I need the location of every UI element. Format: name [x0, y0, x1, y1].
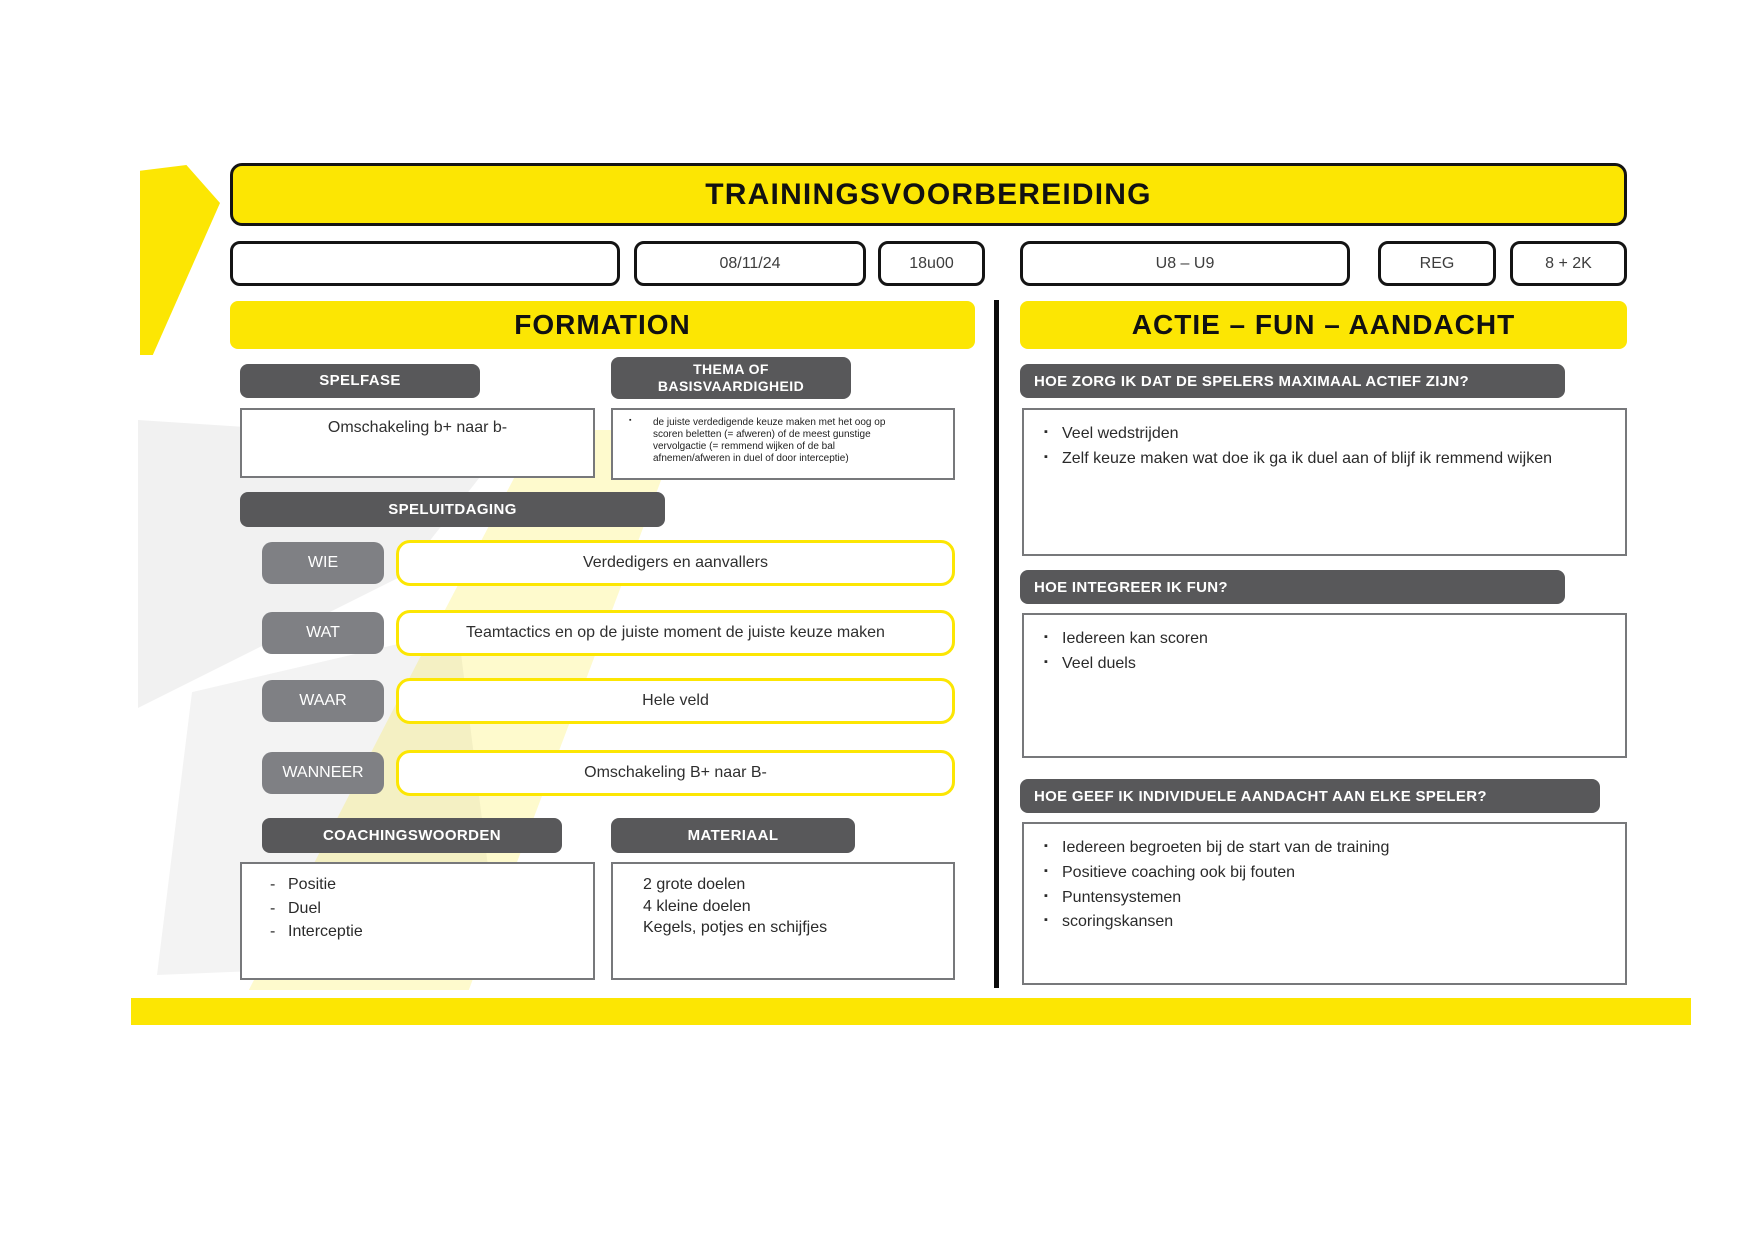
category-value: REG: [1419, 254, 1455, 272]
age-group-value: U8 – U9: [1155, 254, 1215, 272]
answer-bullet: ▪ Veel duels: [1036, 654, 1607, 675]
page-title: TRAININGSVOORBEREIDING: [705, 177, 1152, 211]
date-value: 08/11/24: [719, 254, 781, 272]
row-value-wat: Teamtactics en op de juiste moment de juiste keuze maken: [396, 610, 955, 656]
coaching-word: - Interceptie: [264, 921, 583, 943]
answer-bullet: ▪ Positieve coaching ook bij fouten: [1036, 863, 1607, 884]
answer-bullet: ▪ Iedereen kan scoren: [1036, 629, 1607, 650]
row-label-wie: WIE: [262, 542, 384, 584]
format-value: 8 + 2K: [1545, 254, 1592, 272]
spelfase-header: SPELFASE: [240, 364, 480, 398]
format-field: [1510, 241, 1627, 286]
coaching-word: - Duel: [264, 898, 583, 920]
age-group-field: [1020, 241, 1350, 286]
materiaal-line: 2 grote doelen: [643, 876, 746, 893]
answer-bullet: ▪ Puntensystemen: [1036, 888, 1607, 909]
answer-bullet: ▪ Iedereen begroeten bij de start van de training: [1036, 838, 1607, 859]
column-divider: [994, 300, 999, 988]
date-field: [634, 241, 866, 286]
speluitdaging-header: SPELUITDAGING: [240, 492, 665, 527]
row-label-wanneer: WANNEER: [262, 752, 384, 794]
spelfase-box: [240, 408, 595, 478]
row-value-wie: Verdedigers en aanvallers: [396, 540, 955, 586]
coachingswoorden-header: COACHINGSWOORDEN: [262, 818, 562, 853]
name-field[interactable]: [230, 241, 620, 286]
row-value-waar: Hele veld: [396, 678, 955, 724]
actie-fun-aandacht-header: ACTIE – FUN – AANDACHT: [1020, 301, 1627, 349]
spelfase-value: Omschakeling b+ naar b-: [327, 419, 508, 436]
answer-box-actief: [1022, 408, 1627, 556]
thema-box: [611, 408, 955, 480]
category-field: [1378, 241, 1496, 286]
materiaal-header: MATERIAAL: [611, 818, 855, 853]
coaching-word: - Positie: [264, 874, 583, 896]
time-field: [878, 241, 985, 286]
materiaal-line: 4 kleine doelen: [643, 897, 751, 915]
question-header-fun: HOE INTEGREER IK FUN?: [1020, 570, 1565, 604]
time-value: 18u00: [909, 254, 954, 272]
answer-bullet: ▪ Veel wedstrijden: [1036, 424, 1607, 445]
thema-bullet: ▪ de juiste verdedigende keuze maken met het oog op scoren beletten (= afweren) of de meest gunstige vervolgactie (= remmend wijken of de bal afnemen/afweren in duel of door interceptie): [619, 417, 915, 465]
materiaal-box: [611, 862, 955, 980]
formation-header: FORMATION: [230, 301, 975, 349]
row-label-wat: WAT: [262, 612, 384, 654]
answer-box-aandacht: [1022, 822, 1627, 985]
row-label-waar: WAAR: [262, 680, 384, 722]
question-header-actief: HOE ZORG IK DAT DE SPELERS MAXIMAAL ACTIEF ZIJN?: [1020, 364, 1565, 398]
row-value-wanneer: Omschakeling B+ naar B-: [396, 750, 955, 796]
bottom-accent-bar: [131, 998, 1691, 1025]
answer-bullet: ▪ Zelf keuze maken wat doe ik ga ik duel aan of blijf ik remmend wijken: [1036, 449, 1607, 470]
answer-bullet: ▪ scoringskansen: [1036, 912, 1607, 933]
thema-header: THEMA OF BASISVAARDIGHEID: [611, 357, 851, 399]
yellow-pennant-shape: [140, 165, 220, 355]
coachingswoorden-box: [240, 862, 595, 980]
question-header-aandacht: HOE GEEF IK INDIVIDUELE AANDACHT AAN ELKE SPELER?: [1020, 779, 1600, 813]
materiaal-line: Kegels, potjes en schijfjes: [643, 919, 828, 937]
page-title-bar: [230, 163, 1627, 226]
answer-box-fun: [1022, 613, 1627, 758]
